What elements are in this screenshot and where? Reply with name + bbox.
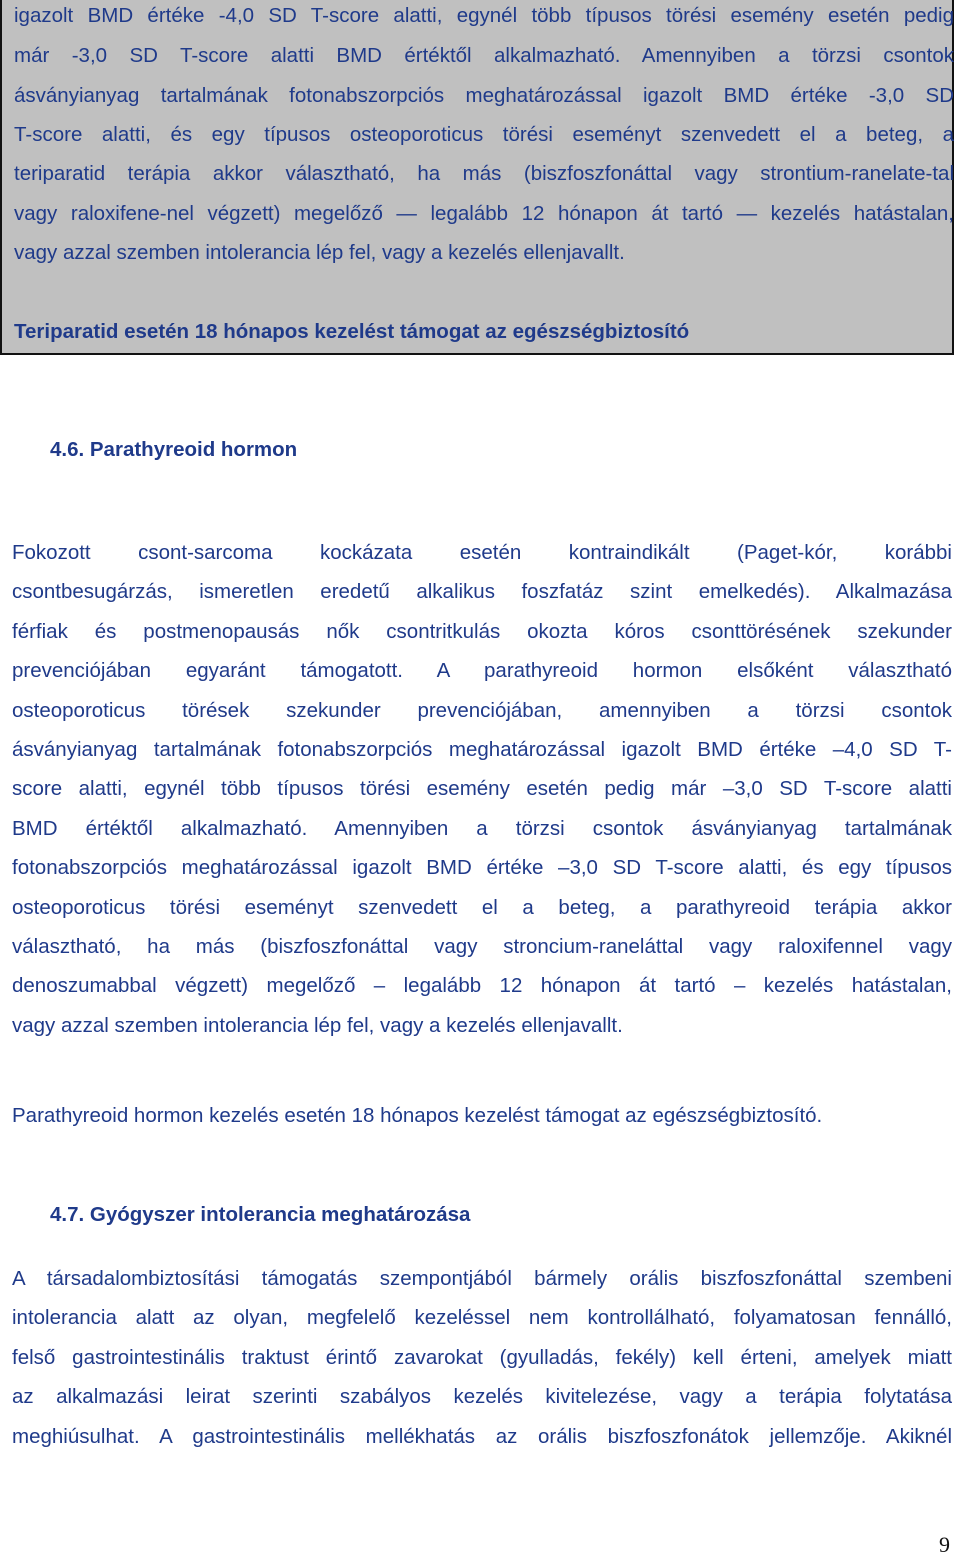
paragraph-line: denoszumabbal végzett) megelőző – legalább 12 hónapon át tartó – kezelés hatástalan,	[12, 974, 952, 997]
box-line: ásványianyag tartalmának fotonabszorpciós meghatározással igazolt BMD értéke -3,0 SD	[14, 84, 954, 107]
paragraph-line: csontbesugárzás, ismeretlen eredetű alkalikus foszfatáz szint emelkedés). Alkalmazása	[12, 580, 952, 603]
section-4-6-note: Parathyreoid hormon kezelés esetén 18 hónapos kezelést támogat az egészségbiztosító.	[12, 1104, 823, 1127]
paragraph-line: felső gastrointestinális traktust érintő zavarokat (gyulladás, fekély) kell érteni, amelyek miatt	[12, 1346, 952, 1369]
paragraph-line: osteoporoticus törések szekunder prevenciójában, amennyiben a törzsi csontok	[12, 699, 952, 722]
paragraph-line: meghiúsulhat. A gastrointestinális mellékhatás az orális biszfoszfonátok jellemzője. Akiknél	[12, 1425, 952, 1448]
paragraph-line: az alkalmazási leirat szerinti szabályos kezelés kivitelezése, vagy a terápia folytatása	[12, 1385, 952, 1408]
paragraph-line: fotonabszorpciós meghatározással igazolt BMD értéke –3,0 SD T-score alatti, és egy típusos	[12, 856, 952, 879]
box-note: Teriparatid esetén 18 hónapos kezelést támogat az egészségbiztosító	[14, 320, 690, 343]
paragraph-line: választható, ha más (biszfoszfonáttal vagy stroncium-raneláttal vagy raloxifennel vagy	[12, 935, 952, 958]
paragraph-line: intolerancia alatt az olyan, megfelelő kezeléssel nem kontrollálható, folyamatosan fennálló,	[12, 1306, 952, 1329]
paragraph-line: Fokozott csont-sarcoma kockázata esetén kontraindikált (Paget-kór, korábbi	[12, 541, 952, 564]
section-heading-4-7: 4.7. Gyógyszer intolerancia meghatározása	[50, 1203, 471, 1226]
box-line: már -3,0 SD T-score alatti BMD értéktől alkalmazható. Amennyiben a törzsi csontok	[14, 44, 954, 67]
section-heading-4-6: 4.6. Parathyreoid hormon	[50, 438, 298, 461]
box-line: vagy azzal szemben intolerancia lép fel, vagy a kezelés ellenjavallt.	[14, 241, 625, 264]
paragraph-line: vagy azzal szemben intolerancia lép fel, vagy a kezelés ellenjavallt.	[12, 1014, 623, 1037]
info-box	[0, 0, 954, 355]
paragraph-line: score alatti, egynél több típusos törési esemény esetén pedig már –3,0 SD T-score alatti	[12, 777, 952, 800]
paragraph-line: prevenciójában egyaránt támogatott. A parathyreoid hormon elsőként választható	[12, 659, 952, 682]
paragraph-line: BMD értéktől alkalmazható. Amennyiben a törzsi csontok ásványianyag tartalmának	[12, 817, 952, 840]
box-line: T-score alatti, és egy típusos osteoporoticus törési eseményt szenvedett el a beteg, a	[14, 123, 954, 146]
paragraph-line: osteoporoticus törési eseményt szenvedett el a beteg, a parathyreoid terápia akkor	[12, 896, 952, 919]
paragraph-line: A társadalombiztosítási támogatás szempontjából bármely orális biszfoszfonáttal szembeni	[12, 1267, 952, 1290]
box-line: teriparatid terápia akkor választható, ha más (biszfoszfonáttal vagy strontium-ranelate-tal	[14, 162, 954, 185]
box-line: vagy raloxifene-nel végzett) megelőző — legalább 12 hónapon át tartó — kezelés hatástalan,	[14, 202, 954, 225]
paragraph-line: ásványianyag tartalmának fotonabszorpciós meghatározással igazolt BMD értéke –4,0 SD T-	[12, 738, 952, 761]
paragraph-line: férfiak és postmenopausás nők csontritkulás okozta kóros csonttörésének szekunder	[12, 620, 952, 643]
page-number: 9	[939, 1532, 950, 1557]
box-line: igazolt BMD értéke -4,0 SD T-score alatti, egynél több típusos törési esemény esetén pedig	[14, 4, 954, 27]
